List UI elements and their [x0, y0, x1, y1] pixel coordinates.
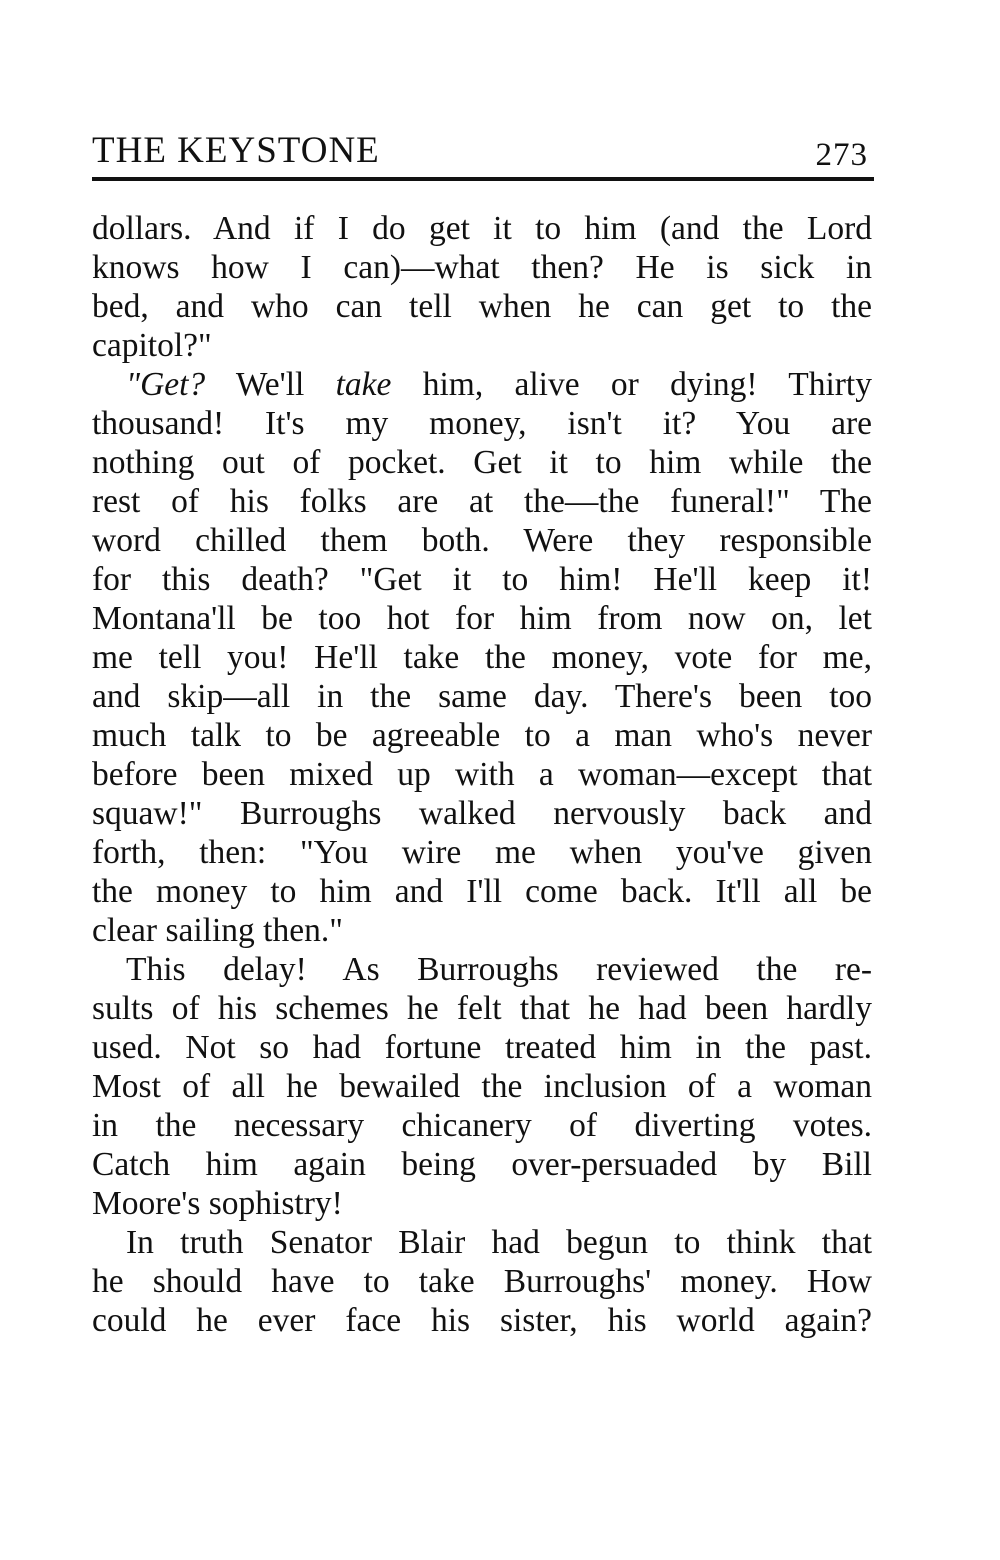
text-line: In truth Senator Blair had begun to think that	[126, 1224, 872, 1261]
page-number: 273	[815, 137, 868, 173]
text-line: much talk to be agreeable to a man who's never	[92, 717, 872, 754]
text-line-italic-start	[92, 365, 872, 404]
running-title: THE KEYSTONE	[92, 130, 380, 171]
text-line: capitol?"	[92, 327, 212, 364]
text-line: rest of his folks are at the—the funeral!" The	[92, 483, 872, 520]
text-line: Catch him again being over-persuaded by Bill	[92, 1146, 872, 1183]
text-line: he should have to take Burroughs' money. How	[92, 1263, 872, 1300]
line-rest: We'll take him, alive or dying! Thirty	[235, 366, 872, 403]
text-line: sults of his schemes he felt that he had been hardly	[92, 990, 872, 1027]
text-line: squaw!" Burroughs walked nervously back and	[92, 795, 872, 832]
text-line: This delay! As Burroughs reviewed the re-	[126, 951, 872, 988]
text-line: Moore's sophistry!	[92, 1185, 343, 1222]
text-line: in the necessary chicanery of diverting votes.	[92, 1107, 872, 1144]
text-line: word chilled them both. Were they responsible	[92, 522, 872, 559]
text-line: bed, and who can tell when he can get to the	[92, 288, 872, 325]
text-line: before been mixed up with a woman—except that	[92, 756, 872, 793]
text-line: the money to him and I'll come back. It'll all be	[92, 873, 872, 910]
text-line: could he ever face his sister, his world again?	[92, 1302, 872, 1339]
text-line: knows how I can)—what then? He is sick in	[92, 249, 872, 286]
header-rule	[92, 177, 874, 181]
text-line: nothing out of pocket. Get it to him while the	[92, 444, 872, 481]
text-line: dollars. And if I do get it to him (and the Lord	[92, 210, 872, 247]
body-text	[92, 209, 872, 1340]
italic-word-take: take	[335, 366, 392, 403]
text-line: thousand! It's my money, isn't it? You are	[92, 405, 872, 442]
page-header	[92, 128, 872, 174]
text-line: used. Not so had fortune treated him in the past.	[92, 1029, 872, 1066]
text-line: Montana'll be too hot for him from now on, let	[92, 600, 872, 637]
text-line: Most of all he bewailed the inclusion of a woman	[92, 1068, 872, 1105]
text-line: for this death? "Get it to him! He'll keep it!	[92, 561, 872, 598]
text-line: and skip—all in the same day. There's been too	[92, 678, 872, 715]
text-line: me tell you! He'll take the money, vote for me,	[92, 639, 872, 676]
italic-word-get: "Get?	[126, 366, 206, 403]
text-line: forth, then: "You wire me when you've given	[92, 834, 872, 871]
text-line: clear sailing then."	[92, 912, 343, 949]
